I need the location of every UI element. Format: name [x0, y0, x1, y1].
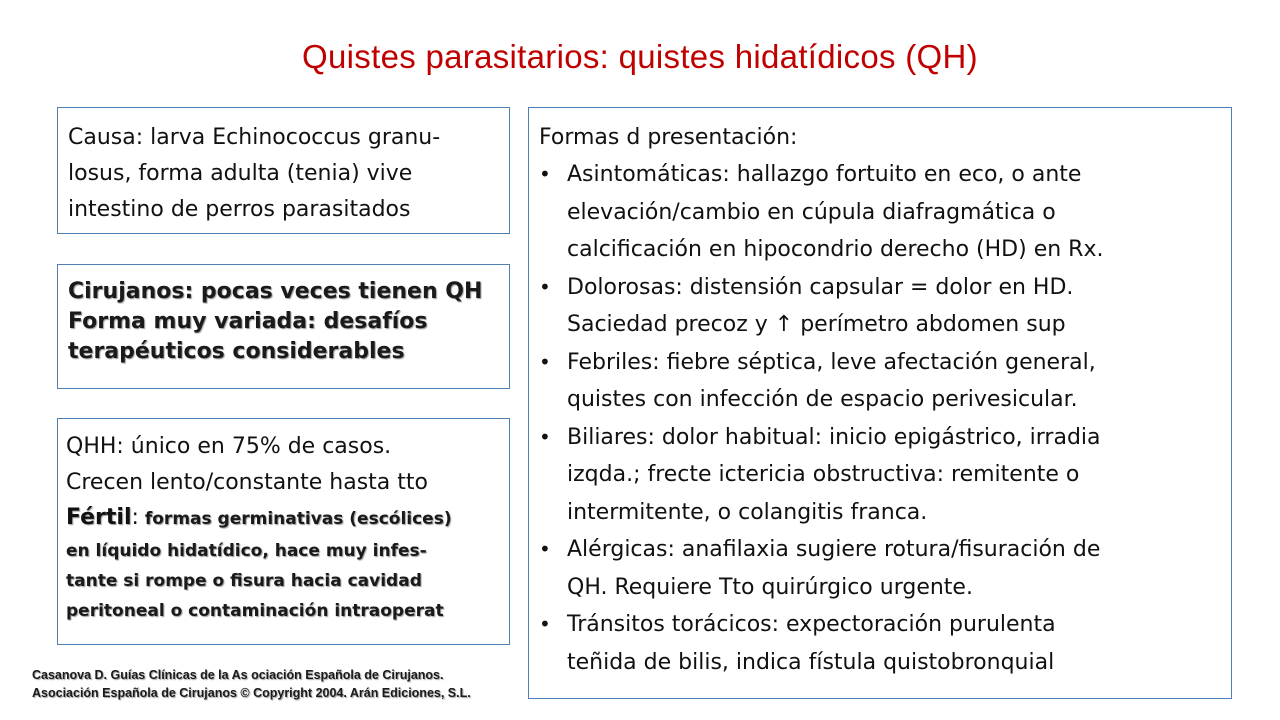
bullet-icon: • [539, 349, 551, 374]
cirujanos-box [57, 264, 510, 389]
causa-line: Causa: larva Echinococcus granu- [68, 125, 441, 150]
formas-heading: Formas d presentación: [539, 125, 798, 150]
causa-box [57, 107, 510, 234]
item-line: teñida de bilis, indica fístula quistobronquial [567, 649, 1055, 675]
citation-footer [32, 666, 471, 702]
qhh-line: Crecen lento/constante hasta tto [66, 470, 428, 495]
list-item [539, 606, 1221, 681]
bullet-icon: • [539, 537, 551, 561]
slide-title: Quistes parasitarios: quistes hidatídicos (QH) [302, 38, 978, 75]
cirujanos-line: terapéuticos considerables [68, 339, 405, 364]
causa-line: intestino de perros parasitados [68, 197, 411, 222]
citation-line: Casanova D. Guías Clínicas de la As ociación Española de Cirujanos. [32, 668, 444, 682]
citation-line: Asociación Española de Cirujanos © Copyright 2004. Arán Ediciones, S.L. [32, 686, 471, 700]
qhh-line: tante si rompe o fisura hacia cavidad [66, 571, 422, 591]
list-item [539, 531, 1221, 606]
item-line: quistes con infección de espacio perivesicular. [567, 387, 1078, 412]
fertil-colon: : [131, 505, 139, 530]
formas-list [539, 156, 1221, 681]
item-line: calcificación en hipocondrio derecho (HD) en Rx. [567, 237, 1104, 262]
bullet-icon: • [539, 274, 551, 299]
item-line: intermitente, o colangitis franca. [567, 499, 928, 525]
cirujanos-line: Forma muy variada: desafíos [68, 309, 428, 334]
bullet-icon: • [539, 424, 551, 449]
qhh-line: QHH: único en 75% de casos. [66, 434, 392, 459]
item-line: Biliares: dolor habitual: inicio epigástrico, irradia [567, 424, 1101, 450]
item-line: Dolorosas: distensión capsular = dolor en HD. [567, 274, 1074, 300]
fertil-word: Fértil [66, 505, 132, 530]
qhh-box [57, 418, 510, 645]
bullet-icon: • [539, 612, 551, 636]
list-item [539, 419, 1221, 532]
item-line: Saciedad precoz y ↑ perímetro abdomen sup [567, 312, 1066, 337]
list-item [539, 344, 1221, 419]
fertil-rest: formas germinativas (escólices) [138, 509, 452, 529]
item-line: izqda.; frecte ictericia obstructiva: remitente o [567, 462, 1080, 487]
item-line: elevación/cambio en cúpula diafragmática o [567, 199, 1056, 225]
formas-box [528, 107, 1232, 699]
cirujanos-line: Cirujanos: pocas veces tienen QH [68, 279, 483, 304]
list-item [539, 156, 1221, 269]
qhh-line: peritoneal o contaminación intraoperat [66, 601, 444, 621]
causa-line: losus, forma adulta (tenia) vive [68, 161, 413, 186]
item-line: Asintomáticas: hallazgo fortuito en eco, o ante [567, 162, 1082, 187]
list-item [539, 269, 1221, 344]
item-line: Tránsitos torácicos: expectoración purulenta [567, 612, 1056, 637]
item-line: Alérgicas: anafilaxia sugiere rotura/fisuración de [567, 537, 1101, 562]
qhh-fertil-line [66, 501, 501, 536]
qhh-line: en líquido hidatídico, hace muy infes- [66, 541, 427, 561]
bullet-icon: • [539, 162, 551, 186]
item-line: QH. Requiere Tto quirúrgico urgente. [567, 574, 973, 600]
item-line: Febriles: fiebre séptica, leve afectación general, [567, 349, 1096, 375]
